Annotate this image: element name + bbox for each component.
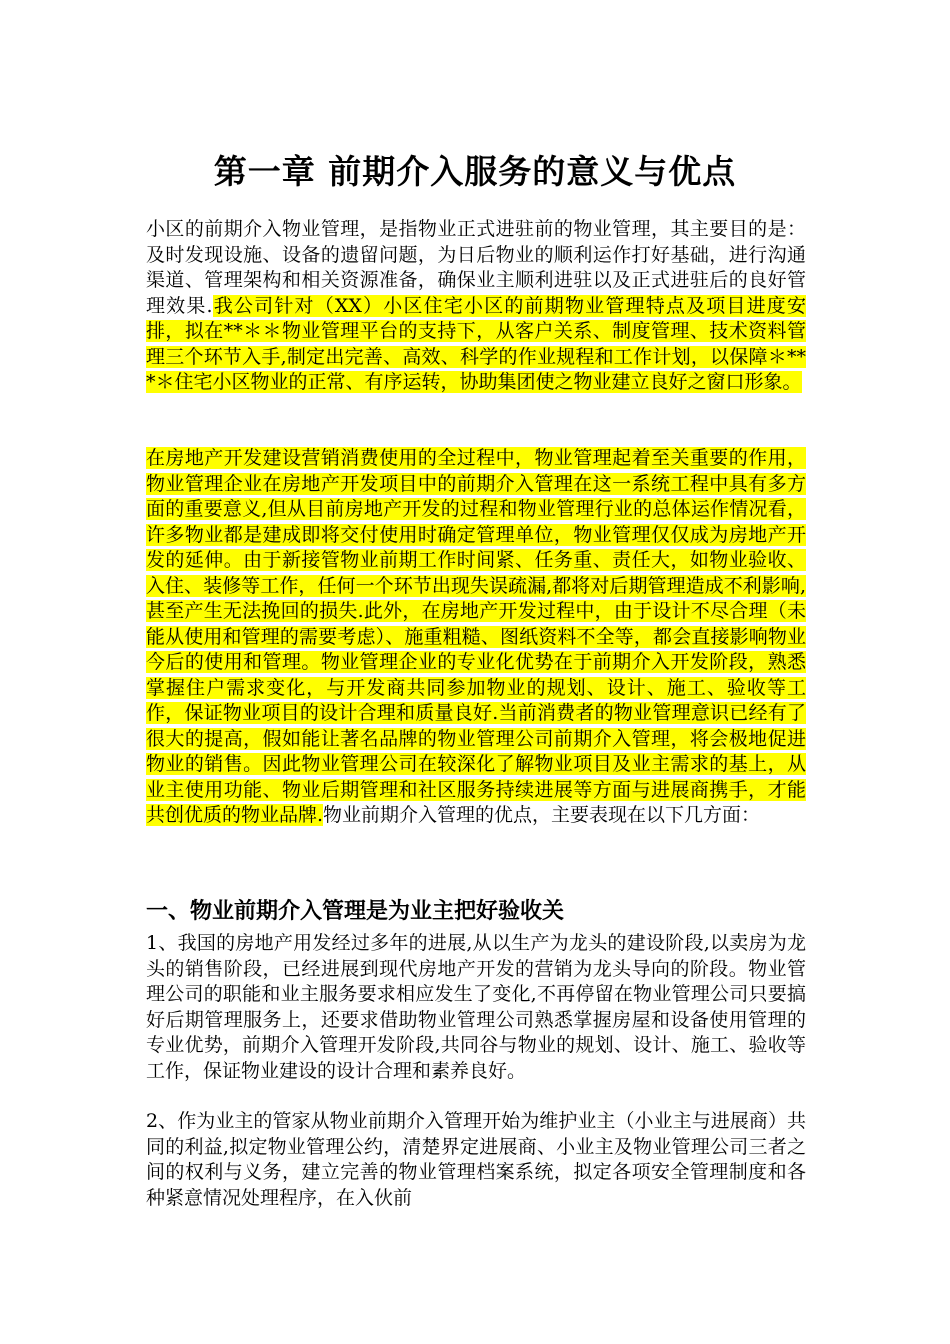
paragraph-significance-plain: 物业前期介入管理的优点，主要表现在以下几方面： xyxy=(323,804,761,826)
section-heading: 一、物业前期介入管理是为业主把好验收关 xyxy=(146,899,565,924)
paragraph-point-1: 1、我国的房地产用发经过多年的进展,从以生产为龙头的建设阶段,以卖房为龙头的销售阶段，已经进展到现代房地产开发的营销为龙头导向的阶段。物业管理公司的职能和业主服务要求相应发生了变化,不再停留在物业管理公司只要搞好后期管理服务上，还要求借助物业管理公司熟悉掌握房屋和设备使用管理的专业优势，前期介入管理开发阶段,共同谷与物业的规划、设计、施工、验收等工作，保证物业建设的设计合理和素养良好。 xyxy=(146,932,806,1082)
paragraph-intro-plain: 小区的前期介入物业管理，是指物业正式进驻前的物业管理，其主要目的是：及时发现设施、设备的遗留问题，为日后物业的顺利运作打好基础，进行沟通渠道、管理架构和相关资源准备，确保业主顺利进驻以及正式进驻后的良好管理效果. xyxy=(146,218,806,317)
paragraph-intro-highlighted: 我公司针对（XX）小区住宅小区的前期物业管理特点及项目进度安排，拟在**＊＊物业管理平台的支持下，从客户关系、制度管理、技术资料管理三个环节入手,制定出完善、高效、科学的作业规程和工作计划，以保障＊***＊住宅小区物业的正常、有序运转，协助集团使之物业建立良好之窗口形象。 xyxy=(146,294,806,393)
paragraph-significance-highlighted: 在房地产开发建设营销消费使用的全过程中，物业管理起着至关重要的作用，物业管理企业在房地产开发项目中的前期介入管理在这一系统工程中具有多方面的重要意义,但从目前房地产开发的过程和物业管理行业的总体运作情况看，许多物业都是建成即将交付使用时确定管理单位，物业管理仅仅成为房地产开发的延伸。由于新接管物业前期工作时间紧、任务重、责任大，如物业验收、入住、装修等工作，任何一个环节出现失误疏漏,都将对后期管理造成不利影响,甚至产生无法挽回的损失.此外，在房地产开发过程中，由于设计不尽合理（未能从使用和管理的需要考虑）、施重粗糙、图纸资料不全等，都会直接影响物业今后的使用和管理。物业管理企业的专业化优势在于前期介入开发阶段，熟悉掌握住户需求变化，与开发商共同参加物业的规划、设计、施工、验收等工作，保证物业项目的设计合理和质量良好.当前消费者的物业管理意识已经有了很大的提高，假如能让著名品牌的物业管理公司前期介入管理，将会极地促进物业的销售。因此物业管理公司在较深化了解物业项目及业主需求的基上，从业主使用功能、物业后期管理和社区服务持续进展等方面与进展商携手，才能共创优质的物业品牌. xyxy=(146,447,806,826)
paragraph-intro xyxy=(146,217,806,396)
paragraph-point-2: 2、作为业主的管家从物业前期介入管理开始为维护业主（小业主与进展商）共同的利益,拟定物业管理公约，清楚界定进展商、小业主及物业管理公司三者之间的权利与义务，建立完善的物业管理档案系统，拟定各项安全管理制度和各种紧意情况处理程序，在入伙前 xyxy=(146,1110,806,1209)
paragraph-significance xyxy=(146,446,806,829)
chapter-title: 第一章 前期介入服务的意义与优点 xyxy=(213,152,737,191)
